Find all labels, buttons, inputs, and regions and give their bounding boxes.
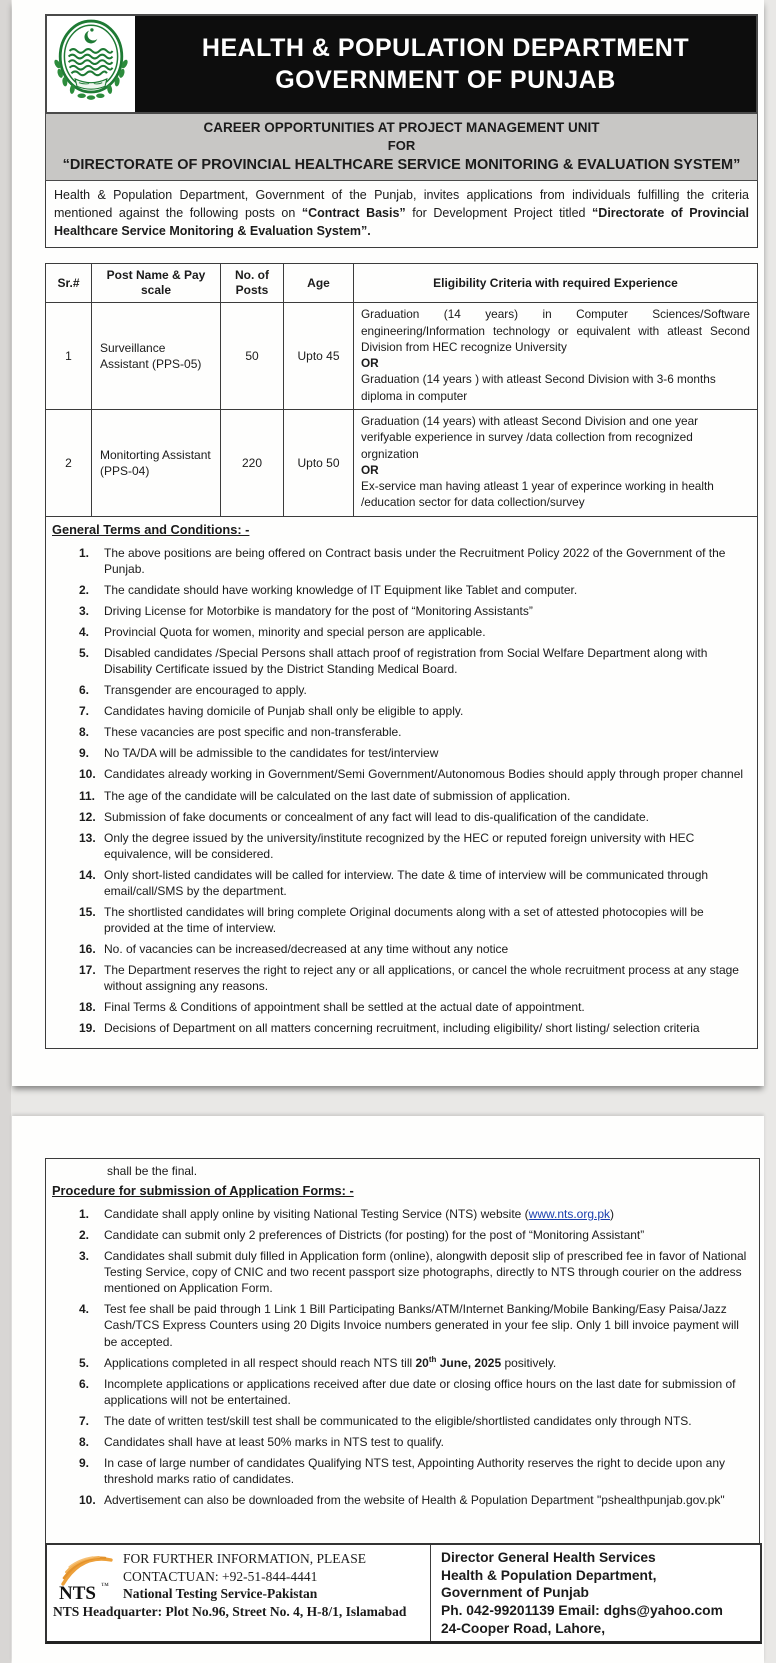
procedure-heading: Procedure for submission of Application Forms: -: [52, 1183, 354, 1198]
banner-line2: FOR: [387, 138, 416, 153]
list-item-text: The shortlisted candidates will bring complete Original documents along with a set of attested photocopies will be provided at the time of interview.: [104, 904, 704, 936]
cell-no-of-posts: 50: [221, 303, 284, 410]
punjab-crest-icon: [49, 15, 133, 113]
list-item-number: 16.: [79, 942, 96, 957]
list-item: [79, 766, 745, 782]
col-header-eligibility: Eligibility Criteria with required Experience: [354, 264, 758, 303]
punjab-government-logo: [47, 16, 135, 112]
list-item-text: Advertisement can also be downloaded from the website of Health & Population Department "pshealthpunjab.gov.pk": [104, 1493, 725, 1508]
nts-logo-icon: [57, 1550, 119, 1602]
banner-line1: CAREER OPPORTUNITIES AT PROJECT MANAGEMENT UNIT: [203, 120, 600, 135]
list-item: [79, 1355, 747, 1371]
footer-right-line2: Health & Population Department,: [441, 1567, 657, 1583]
list-item-text: These vacancies are post specific and non-transferable.: [104, 725, 402, 740]
list-item-number: 2.: [79, 1228, 90, 1243]
col-header-post: Post Name & Pay scale: [92, 264, 221, 303]
list-item-text: Only the degree issued by the university/institute recognized by the HEC or reputed foreign university with HEC equivalence, will be considered.: [104, 830, 695, 861]
list-item-number: 4.: [79, 1302, 90, 1317]
director-contact-cell: [431, 1545, 760, 1641]
list-item-number: 6.: [79, 683, 90, 698]
list-item: [79, 545, 745, 577]
table-header-row: [46, 264, 758, 303]
list-item: [79, 1492, 747, 1508]
list-item-text: Provincial Quota for women, minority and special person are applicable.: [104, 624, 486, 639]
list-item-text: Incomplete applications or applications received after due date or closing office hours on the last date for submission of applications will not be entertained.: [104, 1376, 736, 1407]
list-item-number: 5.: [79, 1355, 90, 1370]
list-item-text: Decisions of Department on all matters concerning recruitment, including eligibility/ short listing/ selection criteria: [104, 1021, 700, 1036]
page-1: [12, 0, 764, 1086]
list-item: [79, 941, 745, 957]
footer-left-line3: National Testing Service-Pakistan: [123, 1586, 318, 1602]
list-item-text: Candidates having domicile of Punjab shall only be eligible to apply.: [104, 704, 464, 719]
list-item-text: Applications completed in all respect should reach NTS till 20th June, 2025 positively.: [104, 1354, 557, 1370]
cell-eligibility: [354, 409, 758, 516]
list-item: [79, 1301, 747, 1349]
criteria-line: Ex-service man having atleast 1 year of experince working in health /education sector for data collection/survey: [361, 479, 714, 510]
header-title-block: [135, 16, 756, 112]
col-header-posts: No. of Posts: [221, 264, 284, 303]
list-item: [79, 582, 745, 598]
list-item-text: Only short-listed candidates will be called for interview. The date & time of interview will be communicated through email/call/SMS by the department.: [104, 867, 709, 898]
cell-sr: 1: [46, 303, 92, 410]
list-item: [79, 724, 745, 740]
list-item-text: Test fee shall be paid through 1 Link 1 Bill Participating Banks/ATM/Internet Banking/Mobile Banking/Easy Paisa/Jazz Cash/TCS Express Counters using 20 Digits Invoice numbers generated in your fee slip. Only 1 bill invoice payment will be accepted.: [104, 1302, 739, 1349]
header-title-line1: HEALTH & POPULATION DEPARTMENT: [201, 33, 690, 62]
col-header-sr: Sr.#: [46, 264, 92, 303]
table-row: [46, 409, 758, 516]
list-item-text: Candidates already working in Government/Semi Government/Autonomous Bodies should apply through proper channel: [104, 767, 744, 782]
procedure-list: [46, 1200, 759, 1508]
list-item: [79, 624, 745, 640]
nts-logo: [53, 1550, 123, 1602]
footer-right-line4: Ph. 042-99201139 Email: dghs@yahoo.com: [441, 1602, 723, 1618]
cell-post-name: Monitorting Assistant (PPS-04): [92, 409, 221, 516]
career-opportunities-banner: [45, 114, 758, 181]
list-item-text: The above positions are being offered on Contract basis under the Recruitment Policy 2022 of the Government of the Punjab.: [104, 545, 726, 576]
list-item-number: 5.: [79, 645, 90, 660]
list-item-text: No TA/DA will be admissible to the candidates for test/interview: [104, 746, 439, 761]
list-item-number: 10.: [79, 767, 96, 782]
col-header-age: Age: [284, 264, 354, 303]
table-row: [46, 303, 758, 410]
terms-heading: General Terms and Conditions: -: [52, 521, 250, 537]
list-item-text: The candidate should have working knowledge of IT Equipment like Tablet and computer.: [104, 582, 578, 597]
list-item-text: In case of large number of candidates Qualifying NTS test, Appointing Authority reserves the right to decide upon any threshold marks ratio of candidates.: [104, 1456, 726, 1487]
list-item-text: Candidate can submit only 2 preferences of Districts (for posting) for the post of “Monitoring Assistant”: [104, 1228, 645, 1243]
terms-list: [46, 539, 757, 1037]
procedure-section: [45, 1158, 760, 1543]
list-item-text: Candidates shall have at least 50% marks in NTS test to qualify.: [104, 1434, 444, 1449]
footer-left-line4: NTS Headquarter: Plot No.96, Street No. 4, H-8/1, Islamabad: [53, 1603, 407, 1619]
vacancies-table: [45, 263, 758, 516]
cell-age: Upto 45: [284, 303, 354, 410]
list-item-number: 12.: [79, 809, 96, 824]
list-item-text: No. of vacancies can be increased/decreased at any time without any notice: [104, 942, 509, 957]
nts-website-link[interactable]: www.nts.org.pk: [528, 1207, 611, 1221]
list-item: [79, 1227, 747, 1243]
list-item-number: 15.: [79, 904, 96, 919]
general-terms-section: [45, 517, 758, 1049]
list-item-text: The Department reserves the right to reject any or all applications, or cancel the whole recruitment process at any stage without assigning any reasons.: [104, 963, 739, 994]
criteria-line: Graduation (14 years) in Computer Sciences/Software engineering/Information technology or equivalent with atleast Second Division from HEC recognize University: [361, 307, 750, 354]
list-item-number: 2.: [79, 582, 90, 597]
list-item: [79, 962, 745, 994]
footer-right-line5: 24-Cooper Road, Lahore,: [441, 1620, 606, 1636]
list-item-text: Submission of fake documents or concealment of any fact will lead to dis-qualification of the candidate.: [104, 809, 649, 824]
list-item: [79, 830, 745, 862]
list-item-text: Transgender are encouraged to apply.: [104, 683, 307, 698]
list-item-number: 13.: [79, 830, 96, 845]
footer-contact-block: [45, 1543, 762, 1644]
list-item-number: 14.: [79, 867, 96, 882]
list-item-number: 19.: [79, 1021, 96, 1036]
criteria-line: OR: [361, 356, 379, 371]
list-item: [79, 703, 745, 719]
list-item-number: 10.: [79, 1493, 96, 1508]
terms-continuation-text: shall be the final.: [107, 1164, 198, 1178]
cell-age: Upto 50: [284, 409, 354, 516]
list-item: [79, 999, 745, 1015]
list-item-number: 17.: [79, 963, 96, 978]
list-item-number: 9.: [79, 1456, 90, 1471]
nts-contact-cell: [47, 1545, 431, 1641]
list-item-text: The age of the candidate will be calculated on the last date of submission of application.: [104, 788, 571, 803]
list-item-number: 7.: [79, 1413, 90, 1428]
footer-left-line1: FOR FURTHER INFORMATION, PLEASE: [123, 1551, 366, 1566]
list-item-text: Driving License for Motorbike is mandatory for the post of “Monitoring Assistants”: [104, 603, 533, 618]
list-item-number: 3.: [79, 603, 90, 618]
svg-text:™: ™: [101, 1581, 109, 1591]
criteria-line: Graduation (14 years) with atleast Second Division and one year verifyable experience in survey /data collection from recognized orgnization: [361, 413, 699, 461]
list-item-number: 4.: [79, 624, 90, 639]
list-item: [79, 809, 745, 825]
cell-no-of-posts: 220: [221, 409, 284, 516]
scan-edge-strip: [0, 0, 11, 1663]
list-item: [79, 904, 745, 936]
list-item: [79, 1248, 747, 1296]
list-item: [79, 1376, 747, 1408]
list-item: [79, 1020, 745, 1036]
list-item: [79, 645, 745, 677]
list-item: [79, 1455, 747, 1487]
footer-left-line2: CONTACTUAN: +92-51-844-4441: [123, 1568, 318, 1584]
list-item-number: 9.: [79, 746, 90, 761]
list-item-text: Candidate shall apply online by visiting National Testing Service (NTS) website (www.nts.org.pk): [104, 1207, 615, 1221]
cell-post-name: Surveillance Assistant (PPS-05): [92, 303, 221, 410]
list-item-text: Candidates shall submit duly filled in Application form (online), alongwith deposit slip of prescribed fee in favor of National Testing Service, copy of CNIC and two recent passport size photographs, directly to NTS through courier on the address mentioned on Application Form.: [104, 1249, 747, 1296]
department-header: [45, 14, 758, 114]
banner-line3: “DIRECTORATE OF PROVINCIAL HEALTHCARE SERVICE MONITORING & EVALUATION SYSTEM”: [62, 157, 741, 173]
list-item-number: 8.: [79, 1434, 90, 1449]
list-item-number: 1.: [79, 545, 90, 560]
criteria-line: Graduation (14 years ) with atleast Second Division with 3-6 months diploma in computer: [361, 372, 716, 403]
list-item-text: Disabled candidates /Special Persons shall attach proof of registration from Social Welfare Department along with Disability Certificate issued by the District Standing Medical Board.: [104, 645, 708, 677]
list-item-number: 8.: [79, 725, 90, 740]
cell-sr: 2: [46, 409, 92, 516]
list-item: [79, 867, 745, 899]
list-item-number: 6.: [79, 1376, 90, 1391]
list-item-number: 7.: [79, 704, 90, 719]
list-item: [79, 603, 745, 619]
list-item-text: Final Terms & Conditions of appointment shall be settled at the actual date of appointment.: [104, 1000, 585, 1015]
footer-right-line1: Director General Health Services: [441, 1550, 656, 1565]
svg-text:NTS: NTS: [59, 1583, 96, 1603]
list-item-number: 3.: [79, 1249, 90, 1264]
list-item-number: 1.: [79, 1207, 90, 1221]
list-item: [79, 745, 745, 761]
list-item: [79, 788, 745, 804]
intro-paragraph: Health & Population Department, Government of the Punjab, invites applications from individuals fulfilling the criteria mentioned against the following posts on “Contract Basis” for Development Project titled “Directorate of Provincial Healthcare Service Monitoring & Evaluation System”.: [45, 181, 758, 248]
list-item: [79, 1206, 747, 1222]
page-2: [12, 1116, 764, 1663]
list-item: [79, 682, 745, 698]
footer-right-line3: Government of Punjab: [441, 1585, 589, 1601]
list-item-number: 18.: [79, 1000, 96, 1015]
list-item-number: 11.: [79, 788, 96, 803]
criteria-line: OR: [361, 462, 379, 477]
header-title-line2: GOVERNMENT OF PUNJAB: [275, 65, 616, 94]
list-item-text: The date of written test/skill test shall be communicated to the eligible/shortlisted candidates only through NTS.: [104, 1413, 692, 1428]
cell-eligibility: [354, 303, 758, 410]
list-item: [79, 1434, 747, 1450]
list-item: [79, 1413, 747, 1429]
